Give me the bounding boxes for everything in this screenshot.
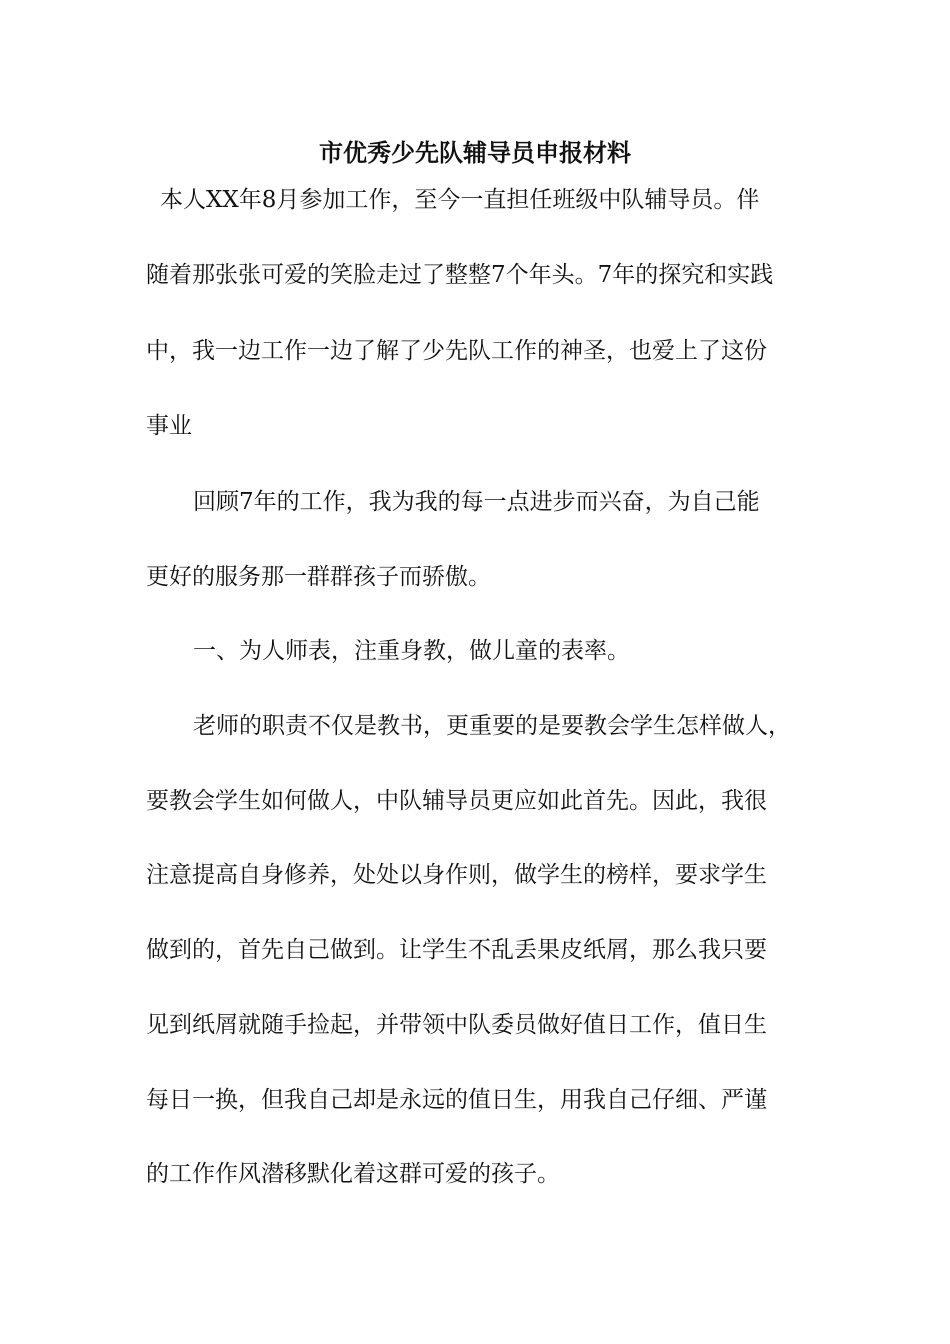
paragraph-line: 要教会学生如何做人，中队辅导员更应如此首先。因此，我很 xyxy=(146,788,767,814)
paragraph-line: 中，我一边工作一边了解了少先队工作的神圣，也爱上了这份 xyxy=(146,338,767,364)
paragraph-line: 每日一换，但我自己却是永远的值日生，用我自己仔细、严谨 xyxy=(146,1087,767,1113)
paragraph-line: 注意提高自身修养，处处以身作则，做学生的榜样，要求学生 xyxy=(146,862,767,888)
paragraph-line: 的工作作风潜移默化着这群可爱的孩子。 xyxy=(146,1161,560,1187)
document-title: 市优秀少先队辅导员申报材料 xyxy=(319,139,631,167)
paragraph-line: 回顾7年的工作，我为我的每一点进步而兴奋，为自己能 xyxy=(193,489,760,515)
paragraph-line: 事业 xyxy=(146,413,192,439)
paragraph-line: 做到的，首先自己做到。让学生不乱丢果皮纸屑，那么我只要 xyxy=(146,937,767,963)
paragraph-line: 本人XX年8月参加工作，至今一直担任班级中队辅导员。伴 xyxy=(160,187,760,213)
paragraph-line: 随着那张张可爱的笑脸走过了整整7个年头。7年的探究和实践 xyxy=(146,262,774,288)
paragraph-line: 更好的服务那一群群孩子而骄傲。 xyxy=(146,564,491,590)
section-heading: 一、为人师表，注重身教，做儿童的表率。 xyxy=(193,638,630,664)
paragraph-line: 老师的职责不仅是教书，更重要的是要教会学生怎样做人， xyxy=(193,713,791,739)
paragraph-line: 见到纸屑就随手捡起，并带领中队委员做好值日工作，值日生 xyxy=(146,1012,767,1038)
